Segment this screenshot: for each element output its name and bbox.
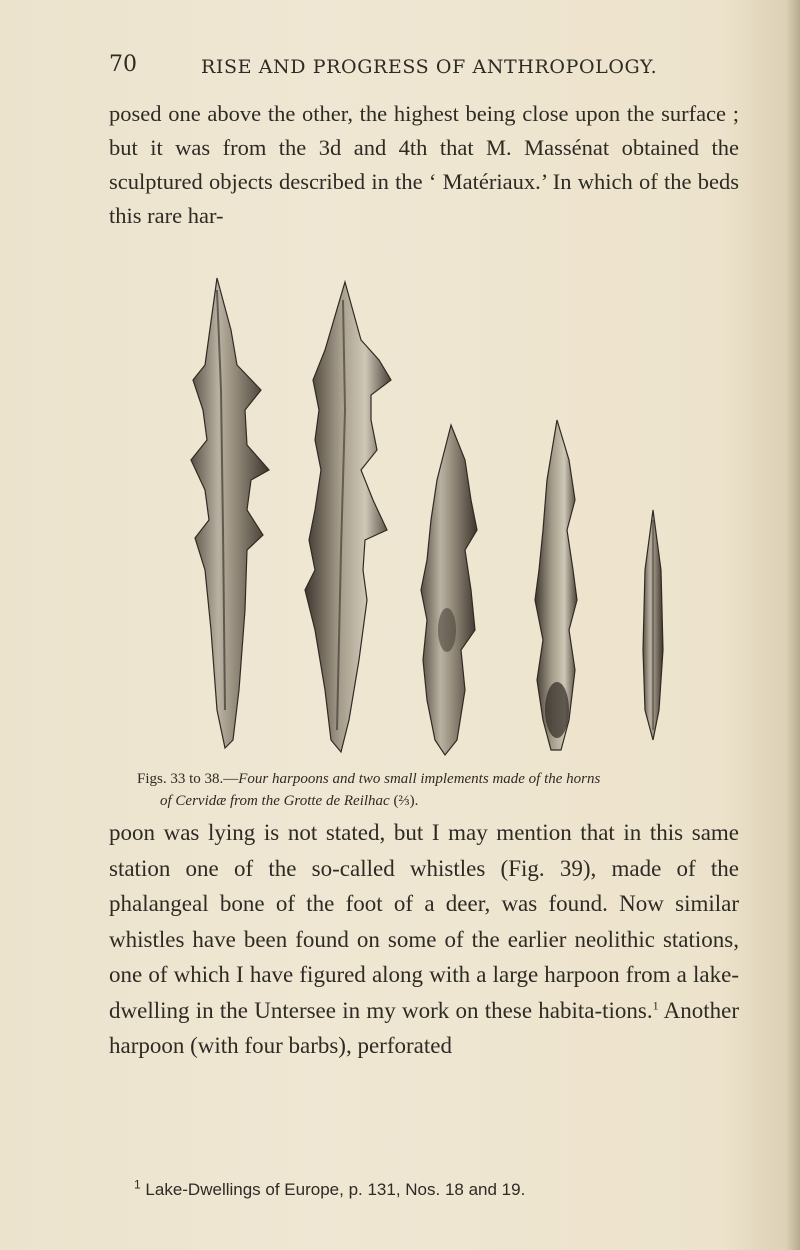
harpoon-2 bbox=[305, 282, 391, 752]
harpoon-1 bbox=[191, 278, 269, 748]
caption-scale: (⅔). bbox=[393, 793, 419, 809]
bone-implement bbox=[643, 510, 663, 740]
footnote bbox=[134, 1177, 526, 1200]
paragraph-bottom bbox=[109, 815, 739, 1064]
caption-lead: Figs. 33 to 38.— bbox=[137, 771, 239, 787]
page-edge-shadow bbox=[786, 0, 800, 1250]
running-head bbox=[109, 52, 749, 82]
figure-caption bbox=[137, 768, 737, 812]
paragraph-bottom-continuation: Another harpoon (with four barbs), perforated bbox=[109, 997, 739, 1058]
footnote-marker: 1 bbox=[134, 1177, 141, 1192]
page-number: 70 bbox=[109, 52, 137, 77]
harpoon-3 bbox=[421, 425, 477, 755]
harpoon-4 bbox=[535, 420, 577, 750]
harpoon-illustration bbox=[165, 270, 685, 765]
running-head-title: RISE AND PROGRESS OF ANTHROPOLOGY. bbox=[201, 56, 658, 78]
paragraph-top: posed one above the other, the highest being close upon the surface ; but it was from the 3d and 4th that M. Massénat obtained the sculptured objects described in the ‘ Matériaux.’ In which of the beds this rare har- bbox=[109, 101, 739, 228]
caption-text-1: Four harpoons and two small implements made of the horns bbox=[238, 771, 601, 787]
caption-line-2 bbox=[137, 790, 737, 812]
footnote-text: Lake-Dwellings of Europe, p. 131, Nos. 18 and 19. bbox=[140, 1180, 526, 1199]
caption-text-2: of Cervidæ from the Grotte de Reilhac bbox=[160, 793, 390, 809]
paragraph-bottom-text: poon was lying is not stated, but I may mention that in this same station one of the so-called whistles (Fig. 39), made of the phalangeal bone of the foot of a deer, was found. Now similar whistles have been found on some of the earlier neolithic stations, one of which I have figured along with a large harpoon from a lake-dwelling in the Untersee in my work on these habita-tions. bbox=[109, 820, 739, 1023]
footnote-reference: 1 bbox=[652, 997, 659, 1012]
harpoon-figure bbox=[165, 270, 685, 765]
